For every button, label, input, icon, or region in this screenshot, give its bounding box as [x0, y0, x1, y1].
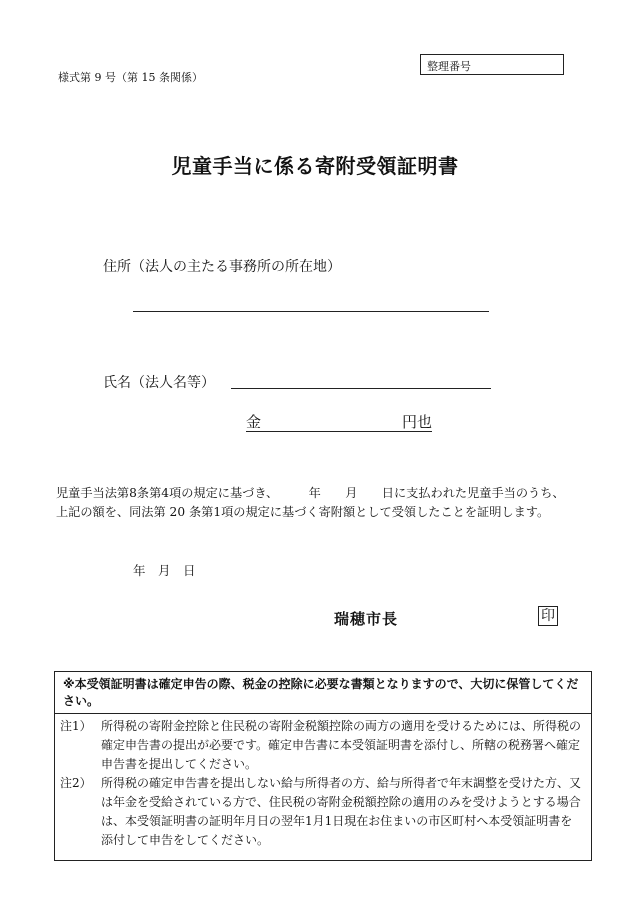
form-number: 様式第 9 号（第 15 条関係） [58, 71, 203, 84]
address-field-line[interactable] [133, 311, 489, 312]
issue-date: 年 月 日 [133, 563, 196, 578]
note-item [55, 774, 591, 850]
seal-stamp: 印 [538, 606, 558, 626]
notes-header: ※本受領証明書は確定申告の際、税金の控除に必要な書類となりますので、大切に保管してください。 [55, 672, 591, 714]
issuer-title: 瑞穂市長 [334, 610, 399, 628]
name-label: 氏名（法人名等） [103, 375, 215, 391]
document-title: 児童手当に係る寄附受領証明書 [171, 154, 459, 178]
note-tag: 注2） [60, 776, 92, 790]
seiri-bango-field[interactable] [420, 54, 564, 75]
address-label: 住所（法人の主たる事務所の所在地） [103, 259, 341, 275]
note-text: 所得税の確定申告書を提出しない給与所得者の方、給与所得者で年末調整を受けた方、又は年金を受給されている方で、住民税の寄附金税額控除の適用のみを受けようとする場合は、本受領証明書の証明年月日の翌年1月1日現在お住まいの市区町村へ本受領証明書を添付して申告をしてください。 [101, 776, 582, 847]
amount-suffix: 円也 [401, 413, 432, 431]
name-field-line[interactable] [231, 388, 491, 389]
note-item [55, 717, 591, 774]
certification-text: 児童手当法第8条第4項の規定に基づき、 年 月 日に支払われた児童手当のうち、上記の額を、同法第 20 条第1項の規定に基づく寄附額として受領したことを証明します。 [56, 486, 565, 519]
notes-box [54, 671, 592, 861]
note-text: 所得税の寄附金控除と住民税の寄附金税額控除の両方の適用を受けるためには、所得税の確定申告書の提出が必要です。確定申告書に本受領証明書を添付し、所轄の税務署へ確定申告書を提出してください。 [101, 719, 582, 771]
amount-field[interactable] [246, 411, 432, 432]
note-tag: 注1） [60, 719, 92, 733]
amount-prefix: 金 [246, 413, 262, 431]
seiri-bango-label: 整理番号 [427, 60, 471, 73]
